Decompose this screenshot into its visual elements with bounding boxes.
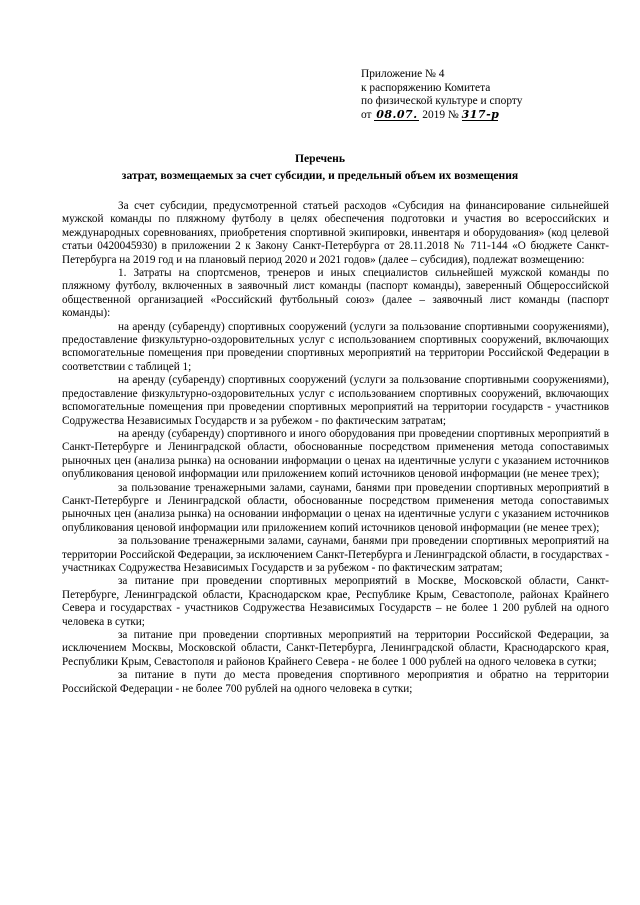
appendix-date-line <box>361 109 522 123</box>
appendix-line-2: к распоряжению Комитета <box>361 81 491 94</box>
paragraph: за питание в пути до места проведения спортивного мероприятия и обратно на территории Российской Федерации - не более 700 рублей на одного человека в сутки; <box>62 669 609 695</box>
paragraph: за пользование тренажерными залами, саунами, банями при проведении спортивных мероприятий на территории Российской Федерации, за исключением Санкт-Петербурга и Ленинградской области, в государствах - участниках Содружества Независимых Государств и за рубежом - по фактическим затратам; <box>62 535 609 574</box>
date-prefix: от <box>361 108 372 121</box>
appendix-block <box>361 68 522 122</box>
year-number-label: 2019 № <box>422 108 459 121</box>
paragraph: За счет субсидии, предусмотренной статьей расходов «Субсидия на финансирование сильнейшей мужской команды по пляжному футболу в целях обеспечения подготовки и участия во всероссийских и международных соревнованиях, приобретения спортивной экипировки, инвентаря и оборудования» (код целевой статьи 0420045930) в приложении 2 к Закону Санкт-Петербурга от 28.11.2018 № 711-144 «О бюджете Санкт-Петербурга на 2019 год и на плановый период 2020 и 2021 годов» (далее – субсидия), подлежат возмещению: <box>62 200 609 266</box>
paragraph: на аренду (субаренду) спортивных сооружений (услуги за пользование спортивными сооружениями), предоставление физкультурно-оздоровительных услуг с использованием спортивных сооружений, включающих вспомогательные помещения при проведении спортивных мероприятий на территории государств - участников Содружества Независимых Государств и за рубежом - по фактическим затратам; <box>62 374 609 427</box>
paragraph: 1. Затраты на спортсменов, тренеров и иных специалистов сильнейшей мужской команды по пляжному футболу, включенных в заявочный лист команды (паспорт команды), заверенный Общероссийской общественной организацией «Российский футбольный союз» (далее – заявочный лист команды (паспорт команды): <box>62 267 609 320</box>
paragraph: на аренду (субаренду) спортивных сооружений (услуги за пользование спортивными сооружениями), предоставление физкультурно-оздоровительных услуг с использованием спортивных сооружений, включающих вспомогательные помещения при проведении спортивных мероприятий на территории Российской Федерации в соответствии с таблицей 1; <box>62 320 609 373</box>
document-body <box>62 200 609 696</box>
handwritten-number: 317-р <box>461 107 500 121</box>
appendix-line-1: Приложение № 4 <box>361 68 445 80</box>
handwritten-date: 08.07. <box>376 107 418 121</box>
document-title: Перечень <box>295 152 345 165</box>
appendix-line-3: по физической культуре и спорту <box>361 95 523 108</box>
paragraph: на аренду (субаренду) спортивного и иного оборудования при проведении спортивных мероприятий в Санкт-Петербурге и Ленинградской области, обоснованные посредством применения метода сопоставимых рыночных цен (анализа рынка) на основании информации о ценах на идентичные услуги с указанием источников опубликования ценовой информации или приложением копий источников ценовой информации (не менее трех); <box>62 427 609 481</box>
document-subtitle: затрат, возмещаемых за счет субсидии, и предельный объем их возмещения <box>121 169 519 182</box>
paragraph: за питание при проведении спортивных мероприятий на территории Российской Федерации, за исключением Москвы, Московской области, Санкт-Петербурга, Ленинградской области, Краснодарского края, Республики Крым, Севастополя и районов Крайнего Севера - не более 1 000 рублей на одного человека в сутки; <box>62 629 609 668</box>
paragraph: за пользование тренажерными залами, саунами, банями при проведении спортивных мероприятий в Санкт-Петербурге и Ленинградской области, обоснованные посредством применения метода сопоставимых рыночных цен (анализа рынка) на основании информации о ценах на идентичные услуги с указанием источников опубликования ценовой информации или приложением копий источников ценовой информации (не менее трех); <box>62 481 609 534</box>
paragraph: за питание при проведении спортивных мероприятий в Москве, Московской области, Санкт-Петербурге, Ленинградской области, Краснодарском крае, Республике Крым, Севастополе, районах Крайнего Севера и государствах - участников Содружества Независимых Государств – не более 1 200 рублей на одного человека в сутки; <box>62 575 609 628</box>
